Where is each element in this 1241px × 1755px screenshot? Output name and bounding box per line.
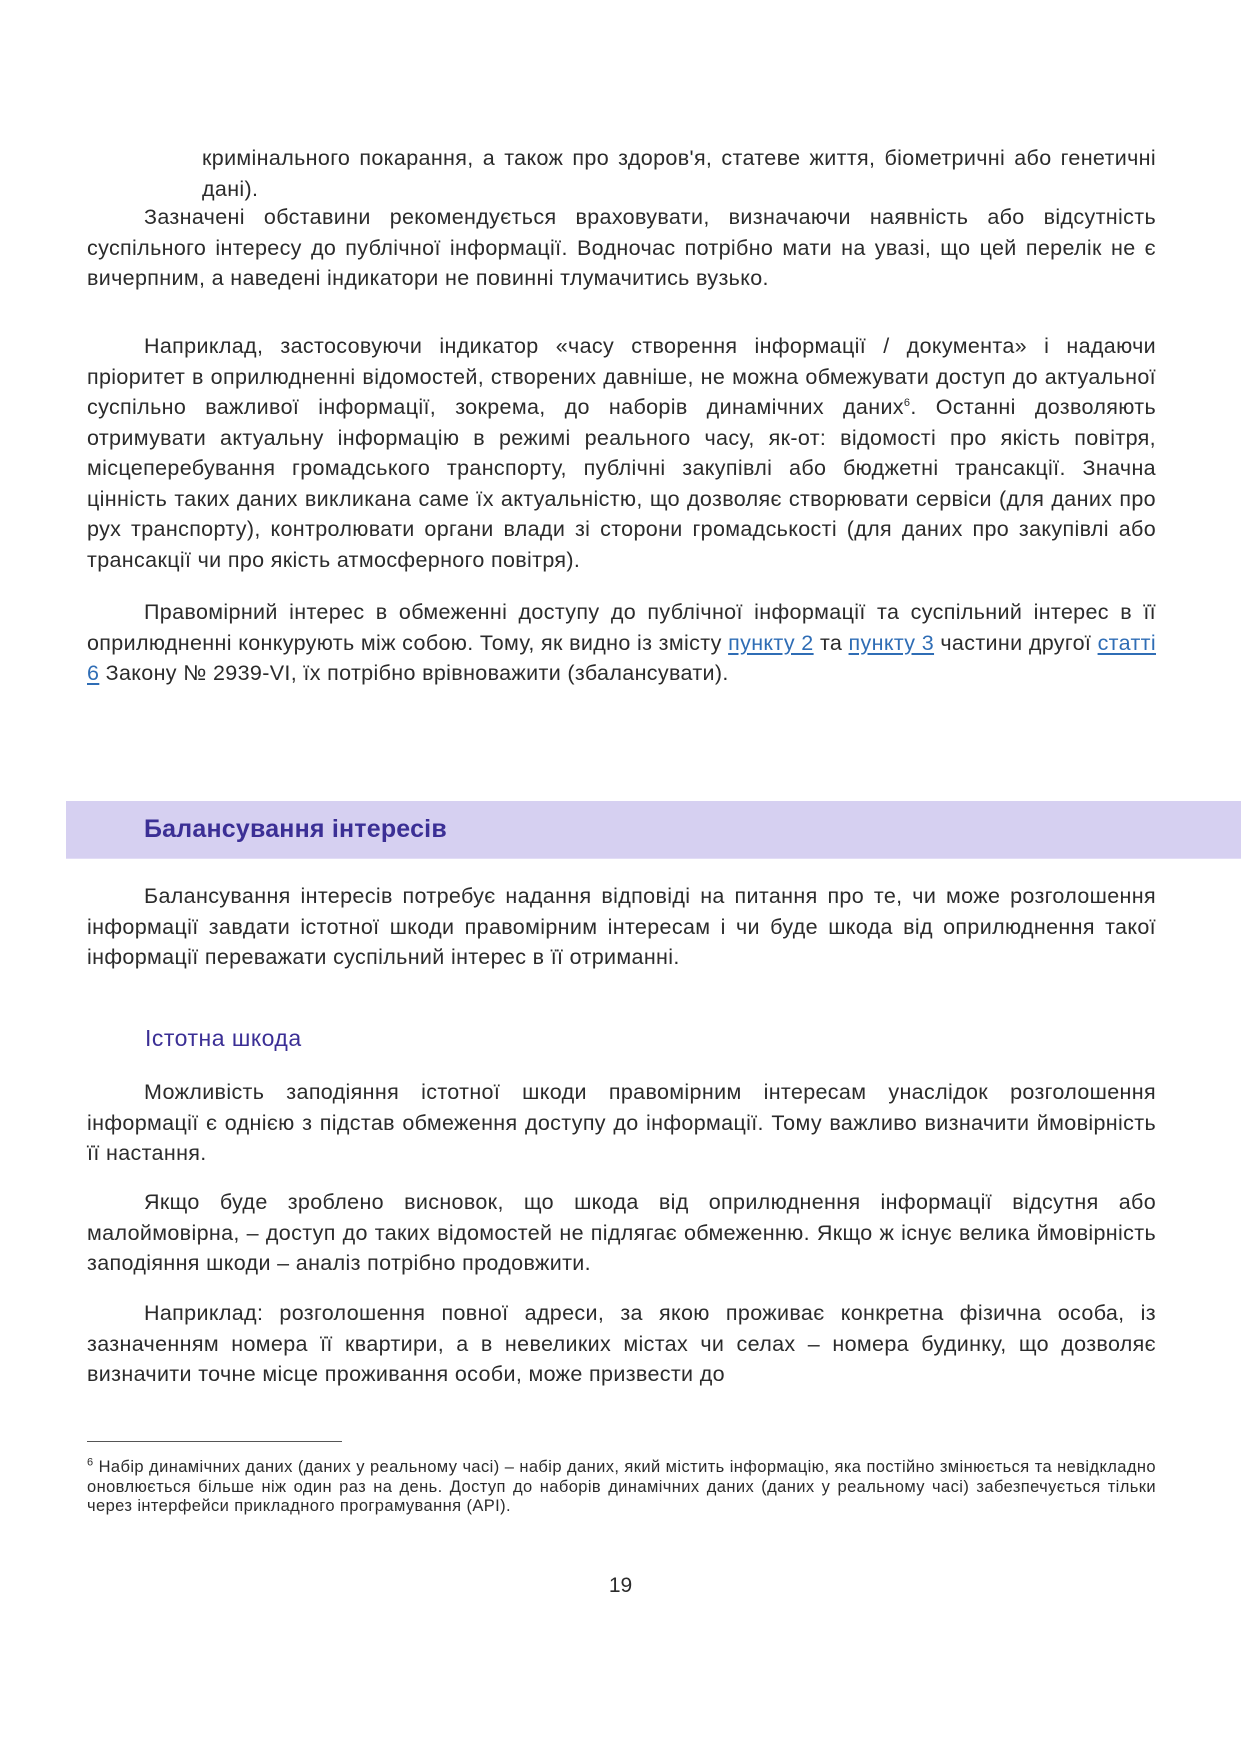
paragraph-text-part: . Останні дозволяють отримувати актуальну інформацію в режимі реального часу, як-от: відомості про якість повітря, місцеперебування громадського транспорту, публічні закупівлі або бюджетні трансакції. Значна цінність таких даних викликана саме їх актуальністю, що дозволяє створювати сервіси (для даних про рух транспорту), контролювати органи влади зі сторони громадськості (для даних про закупівлі або трансакції чи про якість атмосферного повітря). [87, 395, 1156, 572]
subheading-significant-harm: Істотна шкода [145, 1025, 302, 1051]
footnote-6 [87, 1458, 1156, 1517]
footnote-separator [87, 1441, 342, 1442]
footnote-reference[interactable]: 6 [903, 396, 911, 409]
paragraph-harm-example [87, 1298, 1156, 1390]
paragraph-text: Якщо буде зроблено висновок, що шкода від оприлюднення інформації відсутня або малоймовірна, – доступ до таких відомостей не підлягає обмеженню. Якщо ж існує велика ймовірність заподіяння шкоди – аналіз потрібно продовжити. [87, 1190, 1156, 1275]
paragraph-text [87, 331, 1156, 575]
paragraph-text: Наприклад: розголошення повної адреси, за якою проживає конкретна фізична особа, із зазначенням номера її квартири, а в невеликих містах чи селах – номера будинку, що дозволяє визначити точне місце проживання особи, може призвести до [87, 1301, 1156, 1386]
paragraph-harm-possibility [87, 1077, 1156, 1169]
link-point-2[interactable]: пункту 2 [728, 630, 814, 655]
link-article-6[interactable]: статті 6 [87, 630, 1156, 685]
paragraph-harm-conclusion [87, 1187, 1156, 1279]
link-point-3[interactable]: пункту 3 [848, 630, 935, 655]
paragraph-text [87, 597, 1156, 689]
paragraph-text-part: Наприклад, застосовуючи індикатор «часу створення інформації / документа» і надаючи пріоритет в оприлюдненні відомостей, створених давніше, не можна обмежувати доступ до актуальної суспільно важливої інформації, зокрема, до наборів динамічних даних [87, 334, 1156, 419]
list-continuation-text: кримінального покарання, а також про здоров'я, статеве життя, біометричні або генетичні дані). [202, 146, 1156, 201]
paragraph-text-part: Правомірний інтерес в обмеженні доступу до публічної інформації та суспільний інтерес в її оприлюдненні конкурують між собою. Тому, як видно із змісту [87, 600, 1156, 655]
page-number: 19 [608, 1574, 633, 1597]
section-heading: Балансування інтересів [144, 815, 447, 843]
section-heading-band [66, 801, 1241, 859]
paragraph-circumstances [87, 202, 1156, 294]
paragraph-text: Зазначені обставини рекомендується враховувати, визначаючи наявність або відсутність суспільного інтересу до публічної інформації. Водночас потрібно мати на увазі, що цей перелік не є вичерпним, а наведені індикатори не повинні тлумачитись вузько. [87, 205, 1156, 290]
paragraph-legal-balance [87, 597, 1156, 689]
list-item-continuation [202, 143, 1156, 204]
paragraph-text-part: Закону № 2939-VI, їх потрібно врівноважити (збалансувати). [99, 661, 729, 685]
paragraph-example-dynamic-data [87, 331, 1156, 575]
paragraph-text-part: частини другої [934, 630, 1098, 655]
paragraph-balancing [87, 881, 1156, 973]
paragraph-text-part: та [813, 630, 849, 655]
paragraph-text: Можливість заподіяння істотної шкоди правомірним інтересам унаслідок розголошення інформації є однією з підстав обмеження доступу до інформації. Тому важливо визначити ймовірність її настання. [87, 1080, 1156, 1165]
footnote-text: Набір динамічних даних (даних у реальному часі) – набір даних, який містить інформацію, яка постійно змінюється та невідкладно оновлюється більше ніж один раз на день. Доступ до наборів динамічних даних (даних у реальному часі) забезпечується тільки через інтерфейси прикладного програмування (API). [87, 1458, 1156, 1515]
footnote-number: 6 [87, 1456, 94, 1469]
paragraph-text: Балансування інтересів потребує надання відповіді на питання про те, чи може розголошення інформації завдати істотної шкоди правомірним інтересам і чи буде шкода від оприлюднення такої інформації переважати суспільний інтерес в її отриманні. [87, 884, 1156, 969]
